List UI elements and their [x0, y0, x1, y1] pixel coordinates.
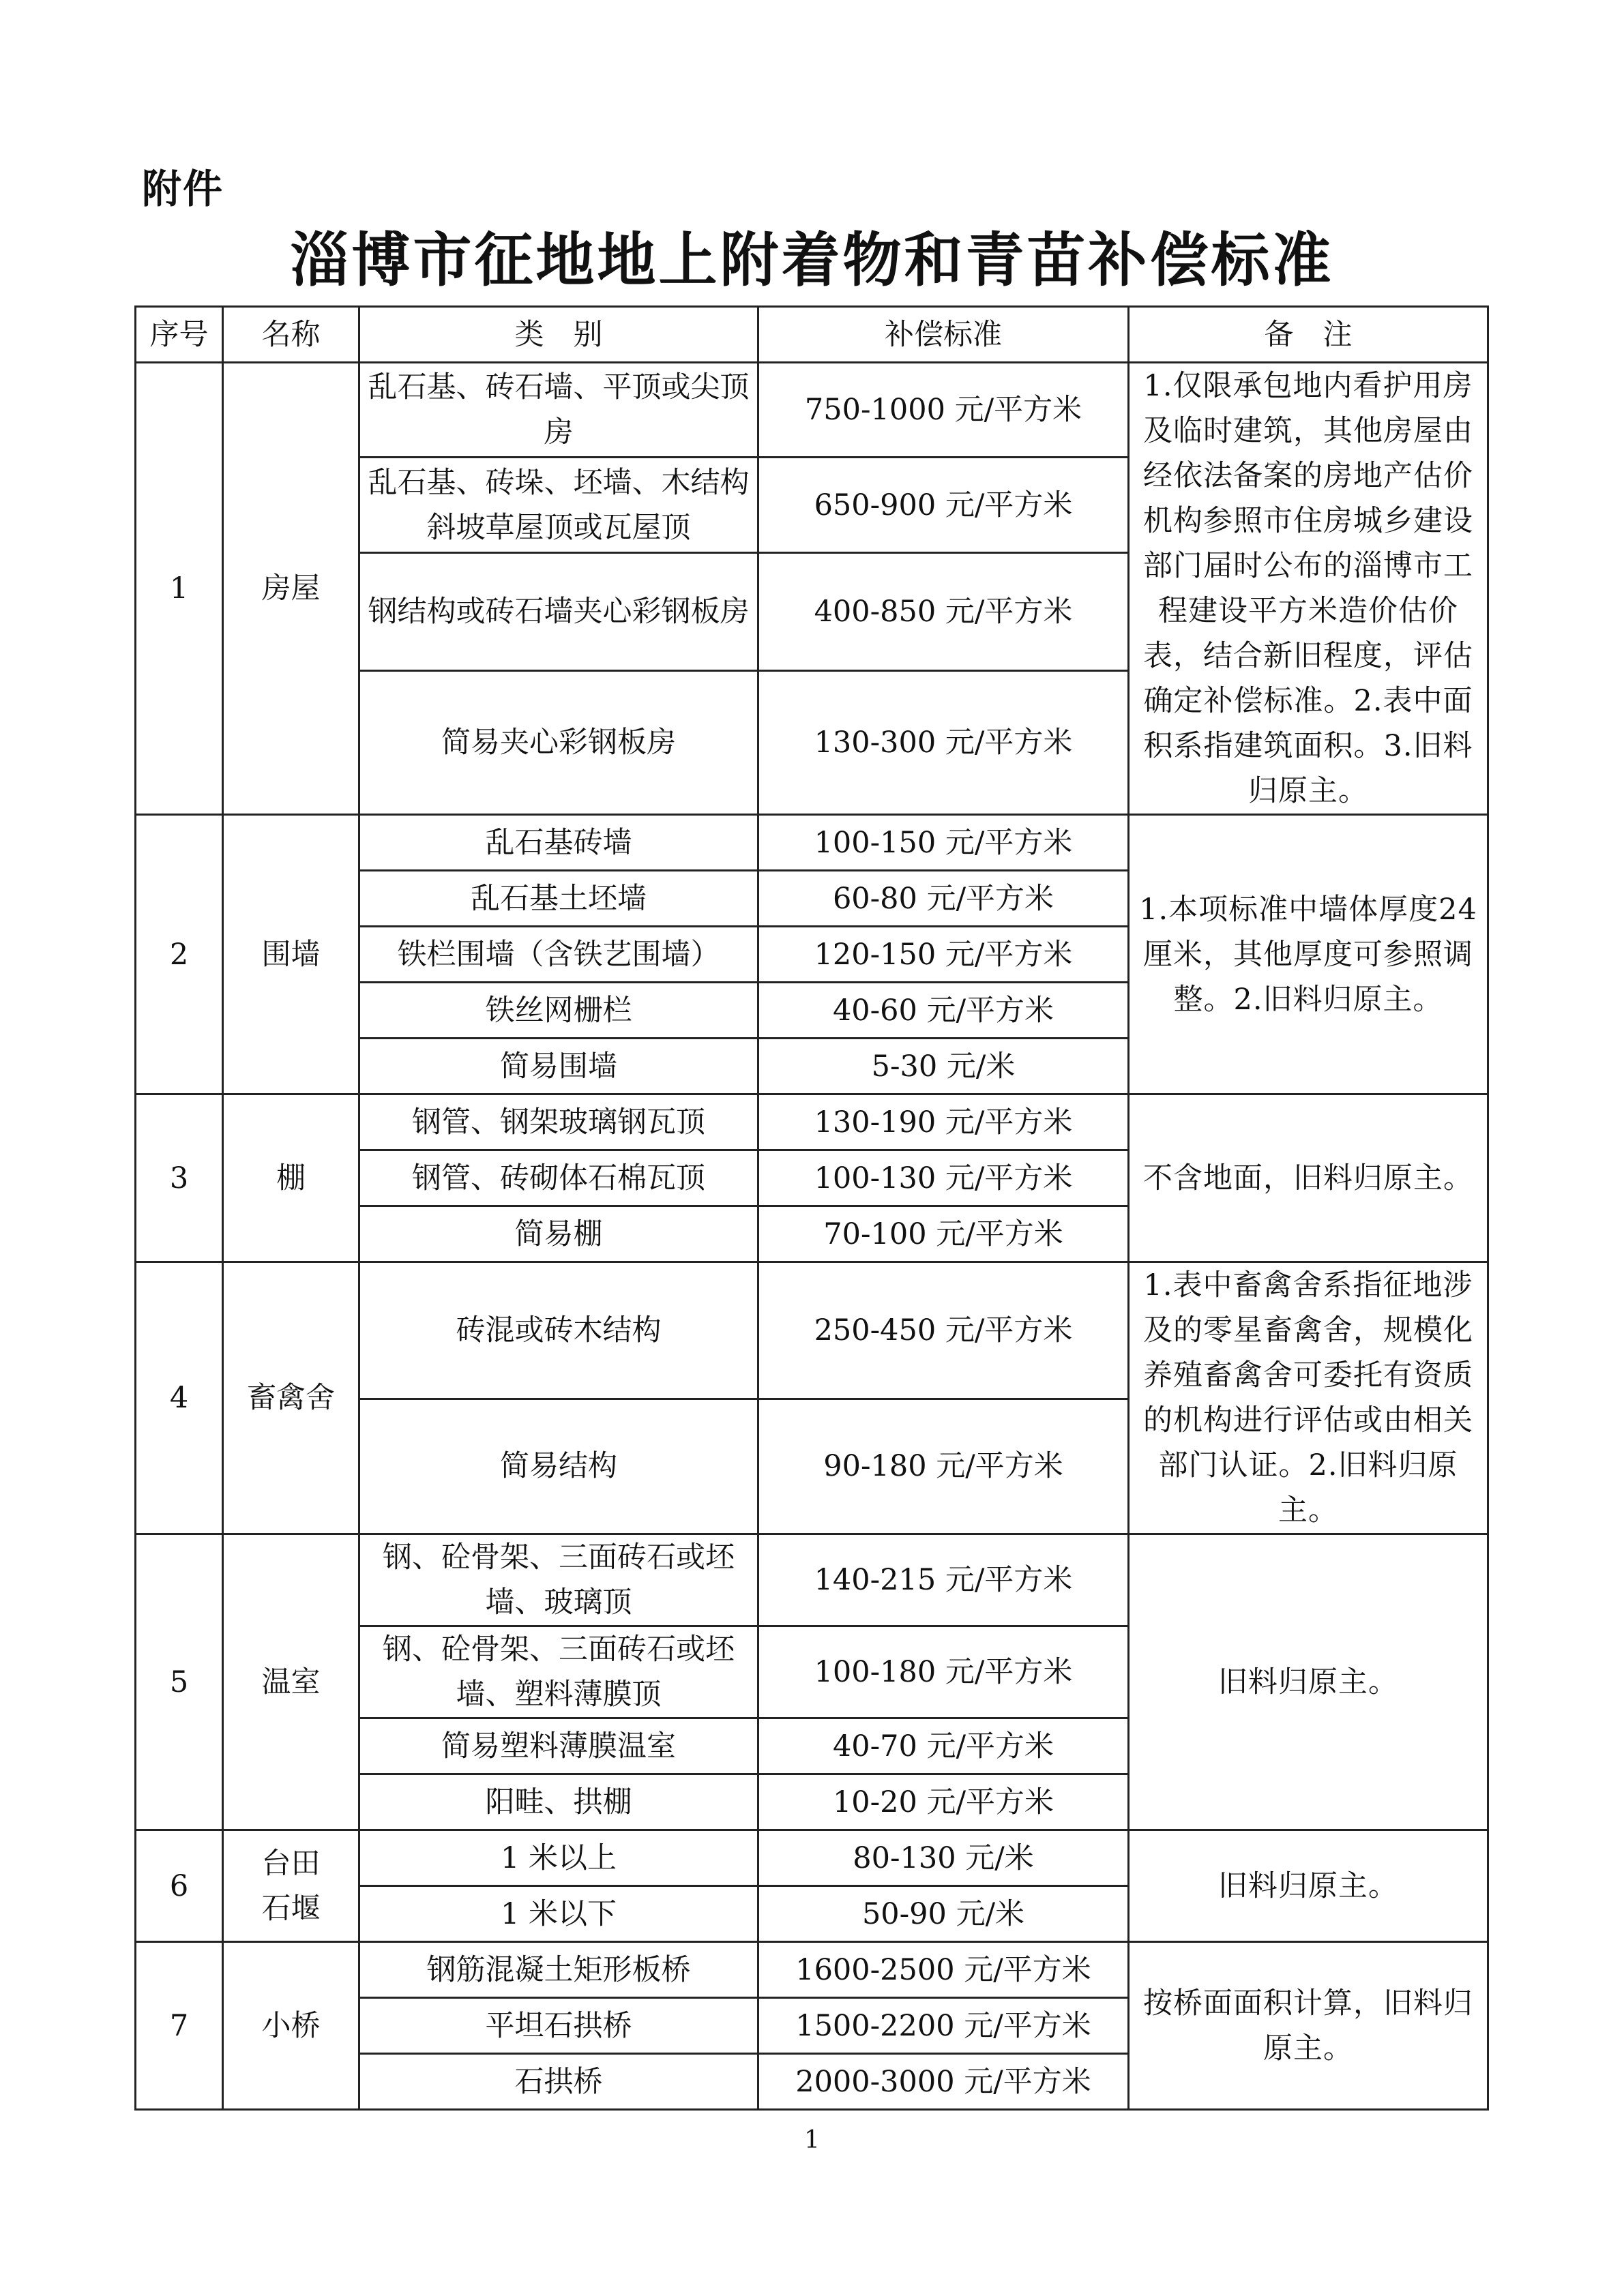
standard-cell: 100-130 元/平方米	[758, 1150, 1129, 1206]
category-cell: 钢管、钢架玻璃钢瓦顶	[359, 1094, 758, 1150]
header-category: 类 别	[359, 307, 758, 363]
seq-cell: 5	[136, 1534, 223, 1830]
standard-cell: 90-180 元/平方米	[758, 1399, 1129, 1534]
category-cell: 简易夹心彩钢板房	[359, 671, 758, 815]
standard-cell: 100-180 元/平方米	[758, 1626, 1129, 1718]
compensation-table	[134, 305, 1489, 2111]
category-cell: 乱石基、砖垛、坯墙、木结构斜坡草屋顶或瓦屋顶	[359, 458, 758, 552]
category-cell: 铁丝网栅栏	[359, 983, 758, 1039]
category-cell: 平坦石拱桥	[359, 1998, 758, 2054]
note-cell: 旧料归原主。	[1129, 1534, 1488, 1830]
standard-cell: 100-150 元/平方米	[758, 815, 1129, 871]
note-cell: 1.仅限承包地内看护用房及临时建筑，其他房屋由经依法备案的房地产估价机构参照市住房城乡建设部门届时公布的淄博市工程建设平方米造价估价表，结合新旧程度，评估确定补偿标准。2.表中面积系指建筑面积。3.旧料归原主。	[1129, 363, 1488, 815]
standard-cell: 130-190 元/平方米	[758, 1094, 1129, 1150]
category-cell: 乱石基土坯墙	[359, 871, 758, 927]
table-row	[136, 363, 1488, 458]
standard-cell: 1500-2200 元/平方米	[758, 1998, 1129, 2054]
table-row	[136, 1830, 1488, 1886]
standard-cell: 10-20 元/平方米	[758, 1774, 1129, 1830]
header-seq: 序号	[136, 307, 223, 363]
note-cell: 旧料归原主。	[1129, 1830, 1488, 1942]
note-cell: 按桥面面积计算，旧料归原主。	[1129, 1942, 1488, 2110]
name-cell: 畜禽舍	[223, 1262, 359, 1534]
table-row	[136, 1262, 1488, 1399]
page-number: 1	[804, 2126, 820, 2154]
header-note: 备 注	[1129, 307, 1488, 363]
standard-cell: 1600-2500 元/平方米	[758, 1942, 1129, 1998]
header-standard: 补偿标准	[758, 307, 1129, 363]
seq-cell: 6	[136, 1830, 223, 1942]
attachment-label: 附件	[142, 166, 224, 212]
seq-cell: 1	[136, 363, 223, 815]
name-cell: 棚	[223, 1094, 359, 1262]
note-cell: 不含地面，旧料归原主。	[1129, 1094, 1488, 1262]
category-cell: 简易塑料薄膜温室	[359, 1718, 758, 1774]
standard-cell: 70-100 元/平方米	[758, 1206, 1129, 1262]
standard-cell: 130-300 元/平方米	[758, 671, 1129, 815]
category-cell: 铁栏围墙（含铁艺围墙）	[359, 927, 758, 983]
category-cell: 简易结构	[359, 1399, 758, 1534]
category-cell: 石拱桥	[359, 2054, 758, 2110]
name-cell: 台田石堰	[223, 1830, 359, 1942]
seq-cell: 4	[136, 1262, 223, 1534]
category-cell: 乱石基砖墙	[359, 815, 758, 871]
standard-cell: 400-850 元/平方米	[758, 552, 1129, 670]
category-cell: 阳畦、拱棚	[359, 1774, 758, 1830]
standard-cell: 5-30 元/米	[758, 1039, 1129, 1094]
standard-cell: 750-1000 元/平方米	[758, 363, 1129, 458]
category-cell: 1 米以上	[359, 1830, 758, 1886]
standard-cell: 50-90 元/米	[758, 1886, 1129, 1942]
table-row	[136, 815, 1488, 871]
category-cell: 简易棚	[359, 1206, 758, 1262]
standard-cell: 60-80 元/平方米	[758, 871, 1129, 927]
category-cell: 钢管、砖砌体石棉瓦顶	[359, 1150, 758, 1206]
name-cell: 房屋	[223, 363, 359, 815]
category-cell: 简易围墙	[359, 1039, 758, 1094]
table-row	[136, 1534, 1488, 1626]
standard-cell: 120-150 元/平方米	[758, 927, 1129, 983]
seq-cell: 3	[136, 1094, 223, 1262]
table-row	[136, 1094, 1488, 1150]
category-cell: 砖混或砖木结构	[359, 1262, 758, 1399]
standard-cell: 2000-3000 元/平方米	[758, 2054, 1129, 2110]
standard-cell: 140-215 元/平方米	[758, 1534, 1129, 1626]
category-cell: 钢结构或砖石墙夹心彩钢板房	[359, 552, 758, 670]
category-cell: 乱石基、砖石墙、平顶或尖顶房	[359, 363, 758, 458]
standard-cell: 40-70 元/平方米	[758, 1718, 1129, 1774]
table-row	[136, 1942, 1488, 1998]
table-header-row	[136, 307, 1488, 363]
category-cell: 钢、砼骨架、三面砖石或坯墙、塑料薄膜顶	[359, 1626, 758, 1718]
seq-cell: 2	[136, 815, 223, 1094]
standard-cell: 250-450 元/平方米	[758, 1262, 1129, 1399]
note-cell: 1.本项标准中墙体厚度24 厘米，其他厚度可参照调整。2.旧料归原主。	[1129, 815, 1488, 1094]
document-title: 淄博市征地地上附着物和青苗补偿标准	[290, 226, 1334, 295]
standard-cell: 40-60 元/平方米	[758, 983, 1129, 1039]
name-cell: 围墙	[223, 815, 359, 1094]
header-name: 名称	[223, 307, 359, 363]
category-cell: 1 米以下	[359, 1886, 758, 1942]
seq-cell: 7	[136, 1942, 223, 2110]
name-cell: 小桥	[223, 1942, 359, 2110]
note-cell: 1.表中畜禽舍系指征地涉及的零星畜禽舍，规模化养殖畜禽舍可委托有资质的机构进行评估或由相关部门认证。2.旧料归原主。	[1129, 1262, 1488, 1534]
category-cell: 钢、砼骨架、三面砖石或坯墙、玻璃顶	[359, 1534, 758, 1626]
category-cell: 钢筋混凝土矩形板桥	[359, 1942, 758, 1998]
standard-cell: 650-900 元/平方米	[758, 458, 1129, 552]
standard-cell: 80-130 元/米	[758, 1830, 1129, 1886]
name-cell: 温室	[223, 1534, 359, 1830]
